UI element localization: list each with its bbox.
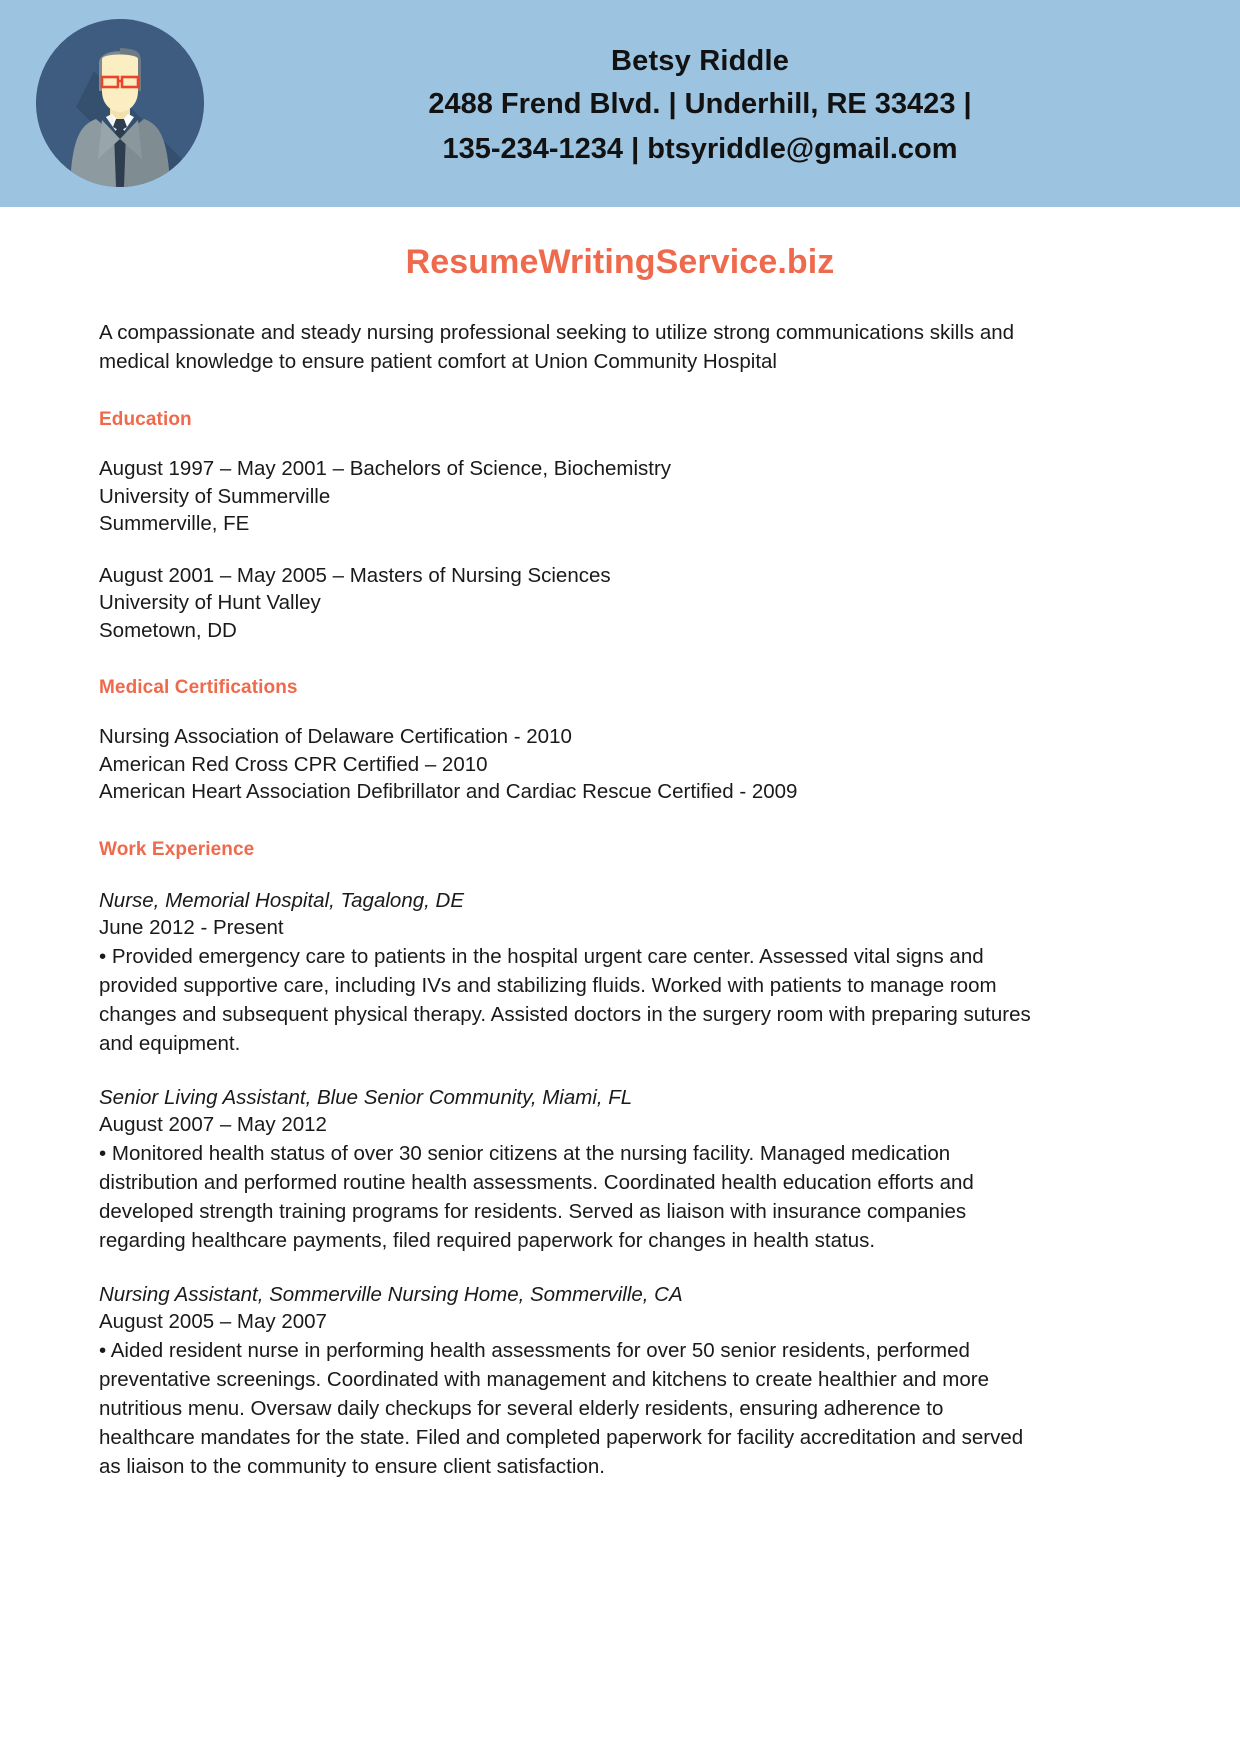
section-heading-certifications: Medical Certifications bbox=[99, 677, 298, 698]
certification-item: American Heart Association Defibrillator and Cardiac Rescue Certified - 2009 bbox=[99, 780, 798, 803]
education-location: Sometown, DD bbox=[99, 618, 237, 642]
job-title: Nurse, Memorial Hospital, Tagalong, DE bbox=[99, 888, 464, 912]
job-description: • Aided resident nurse in performing health assessments for over 50 senior residents, performed preventative screenings. Coordinated with management and kitchens to create healthier and more nutritious menu. Oversaw daily checkups for several elderly residents, ensuring adherence to healthcare mandates for the state. Filed and completed paperwork for facility accreditation and served as liaison to the community to ensure client satisfaction. bbox=[99, 1338, 1024, 1478]
header-contact-block bbox=[240, 40, 1160, 172]
candidate-address: 2488 Frend Blvd. | Underhill, RE 33423 | bbox=[428, 88, 972, 120]
education-degree: August 2001 – May 2005 – Masters of Nursing Sciences bbox=[99, 563, 611, 587]
job-description: • Provided emergency care to patients in the hospital urgent care center. Assessed vital signs and provided supportive care, including IVs and stabilizing fluids. Worked with patients to manage room changes and subsequent physical therapy. Assisted doctors in the surgery room with preparing sutures and equipment. bbox=[99, 944, 1031, 1055]
person-avatar-icon bbox=[36, 19, 204, 187]
education-entry bbox=[99, 455, 1141, 538]
professional-summary: A compassionate and steady nursing professional seeking to utilize strong communications skills and medical knowledge to ensure patient comfort at Union Community Hospital bbox=[99, 321, 1015, 373]
education-school: University of Summerville bbox=[99, 484, 331, 508]
certification-item: Nursing Association of Delaware Certification - 2010 bbox=[99, 725, 572, 748]
work-experience-entry bbox=[99, 887, 1141, 1058]
education-school: University of Hunt Valley bbox=[99, 591, 321, 614]
education-entry bbox=[99, 562, 1141, 645]
job-dates: August 2005 – May 2007 bbox=[99, 1310, 327, 1333]
job-title: Senior Living Assistant, Blue Senior Community, Miami, FL bbox=[99, 1085, 633, 1109]
job-description: • Monitored health status of over 30 senior citizens at the nursing facility. Managed medication distribution and performed routine health assessments. Coordinated health education efforts and developed strength training programs for residents. Served as liaison with insurance companies regarding healthcare payments, filed required paperwork for changes in health status. bbox=[99, 1141, 974, 1252]
candidate-contact: 135-234-1234 | btsyriddle@gmail.com bbox=[442, 133, 958, 165]
work-experience-entry bbox=[99, 1084, 1141, 1255]
education-degree: August 1997 – May 2001 – Bachelors of Science, Biochemistry bbox=[99, 457, 672, 480]
section-heading-work-experience: Work Experience bbox=[99, 838, 255, 860]
certifications-list bbox=[99, 723, 1141, 806]
brand-title: ResumeWritingService.biz bbox=[405, 243, 835, 281]
education-location: Summerville, FE bbox=[99, 512, 250, 535]
job-title: Nursing Assistant, Sommerville Nursing Home, Sommerville, CA bbox=[99, 1282, 683, 1306]
work-experience-entry bbox=[99, 1281, 1141, 1481]
section-heading-education: Education bbox=[99, 409, 192, 430]
avatar bbox=[36, 19, 204, 187]
certification-item: American Red Cross CPR Certified – 2010 bbox=[99, 752, 488, 776]
resume-body bbox=[0, 207, 1240, 1481]
job-dates: August 2007 – May 2012 bbox=[99, 1113, 327, 1136]
job-dates: June 2012 - Present bbox=[99, 916, 284, 939]
candidate-name: Betsy Riddle bbox=[610, 45, 790, 77]
resume-header-band bbox=[0, 0, 1240, 207]
